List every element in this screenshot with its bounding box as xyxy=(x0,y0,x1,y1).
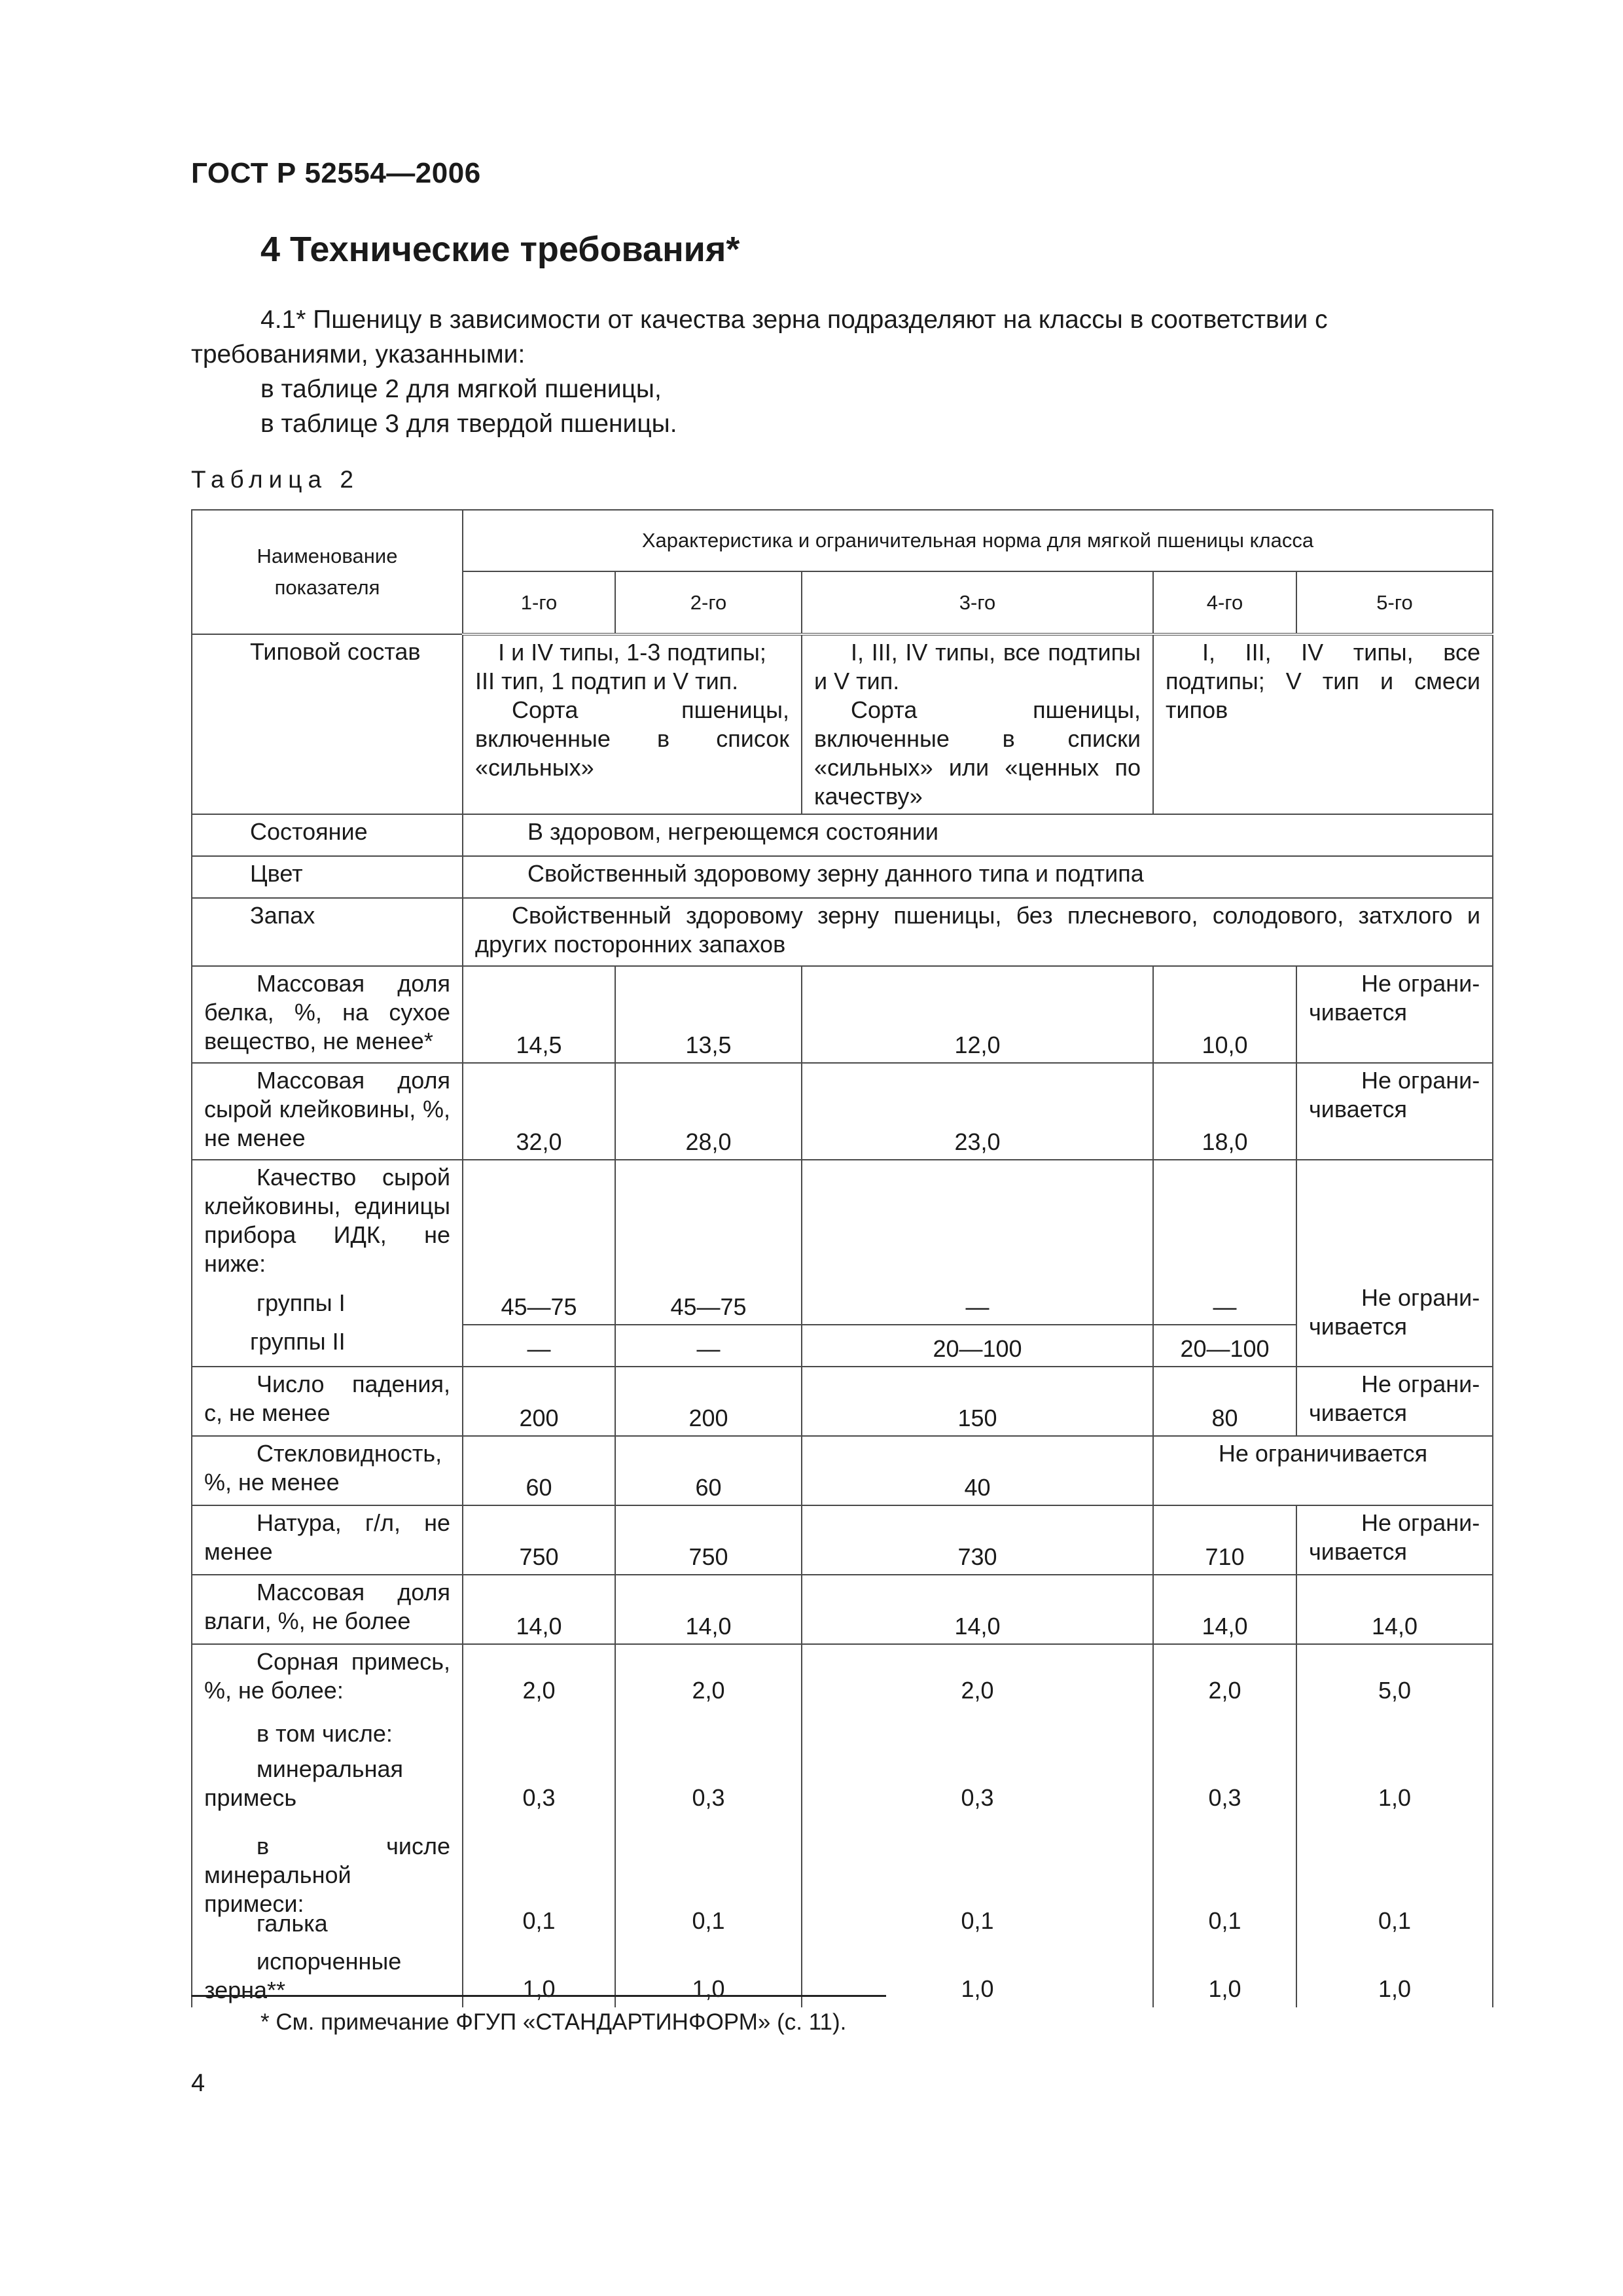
header-class-4: 4-го xyxy=(1153,571,1296,634)
value-cell: 14,5 xyxy=(463,966,615,1063)
value-cell: 18,0 xyxy=(1153,1063,1296,1160)
wheat-classes-table xyxy=(191,509,1493,2007)
value-cell: 23,0 xyxy=(802,1063,1153,1160)
value-cell: 80 xyxy=(1153,1367,1296,1436)
row-name: Запах xyxy=(192,898,463,966)
value-cell: 14,0 xyxy=(463,1575,615,1644)
not-limited-cell: Не ограни- чивается xyxy=(1296,1505,1493,1575)
value-cell: 20—100 xyxy=(802,1325,1153,1367)
table-row xyxy=(192,1575,1493,1644)
value-cell: 13,5 xyxy=(615,966,802,1063)
table-row xyxy=(192,966,1493,1063)
value-cell: 40 xyxy=(802,1436,1153,1505)
section-title: 4 Технические требования* xyxy=(260,230,740,269)
row-name: Число падения, с, не менее xyxy=(192,1367,463,1436)
value-column xyxy=(615,1644,802,2007)
row-name: группы II xyxy=(192,1325,463,1367)
value-cell: 200 xyxy=(463,1367,615,1436)
table-row xyxy=(192,634,1493,814)
value-column xyxy=(463,1644,615,2007)
value-cell: — xyxy=(615,1325,802,1367)
value-cell: 0,3 xyxy=(961,1784,994,1811)
row-name: Массовая доля влаги, %, не более xyxy=(192,1575,463,1644)
value-cell: 0,1 xyxy=(692,1907,725,1934)
footnote-divider xyxy=(191,1995,886,1997)
header-class-1: 1-го xyxy=(463,571,615,634)
value-cell: 150 xyxy=(802,1367,1153,1436)
row-name: Массовая доля сырой клейковины, %, не менее xyxy=(192,1063,463,1160)
header-class-5: 5-го xyxy=(1296,571,1493,634)
value-cell: 1,0 xyxy=(692,1975,725,2002)
row-name: Качество сырой клейковины, единицы прибора ИДК, не ниже: группы I xyxy=(192,1160,463,1325)
value-cell: 14,0 xyxy=(1153,1575,1296,1644)
table-header-row xyxy=(192,510,1493,571)
row-name: Цвет xyxy=(192,856,463,898)
value-cell: 2,0 xyxy=(1208,1677,1241,1704)
requirements-paragraph xyxy=(191,302,1492,441)
cell-type-classes-4-5: I, III, IV типы, все подтипы; V тип и смеси типов xyxy=(1153,634,1493,814)
value-cell: 60 xyxy=(615,1436,802,1505)
value-cell: 200 xyxy=(615,1367,802,1436)
value-cell: 12,0 xyxy=(802,966,1153,1063)
value-cell: 32,0 xyxy=(463,1063,615,1160)
value-cell: 1,0 xyxy=(1378,1784,1412,1811)
not-limited-cell: Не ограни- чивается xyxy=(1296,1160,1493,1367)
header-indicator-name: Наименование показателя xyxy=(192,510,463,634)
value-cell: 45—75 xyxy=(463,1160,615,1325)
value-cell: 1,0 xyxy=(1378,1975,1412,2002)
paragraph-line-3: в таблице 3 для твердой пшеницы. xyxy=(260,410,677,438)
value-cell: 60 xyxy=(463,1436,615,1505)
value-column xyxy=(802,1644,1153,2007)
value-cell: 2,0 xyxy=(522,1677,556,1704)
value-cell: 0,3 xyxy=(522,1784,556,1811)
row-name: Стекловидность, %, не менее xyxy=(192,1436,463,1505)
table-row xyxy=(192,1160,1493,1325)
value-cell: 750 xyxy=(463,1505,615,1575)
value-cell: 20—100 xyxy=(1153,1325,1296,1367)
value-cell: 14,0 xyxy=(802,1575,1153,1644)
row-name: Состояние xyxy=(192,814,463,856)
value-cell: 0,1 xyxy=(1208,1907,1241,1934)
table-row xyxy=(192,1063,1493,1160)
value-cell: — xyxy=(1153,1160,1296,1325)
cell-condition: В здоровом, негреющемся состоянии xyxy=(463,814,1493,856)
cell-color: Свойственный здоровому зерну данного типа и подтипа xyxy=(463,856,1493,898)
paragraph-line-2: в таблице 2 для мягкой пшеницы, xyxy=(260,375,662,403)
not-limited-cell: Не ограни- чивается xyxy=(1296,966,1493,1063)
table-row xyxy=(192,856,1493,898)
document-code: ГОСТ Р 52554—2006 xyxy=(191,157,481,189)
value-cell: 0,1 xyxy=(961,1907,994,1934)
value-cell: 0,3 xyxy=(692,1784,725,1811)
row-name: Натура, г/л, не менее xyxy=(192,1505,463,1575)
header-class-2: 2-го xyxy=(615,571,802,634)
value-cell: 710 xyxy=(1153,1505,1296,1575)
value-cell: 5,0 xyxy=(1378,1677,1412,1704)
table-row-weed-impurity xyxy=(192,1644,1493,2007)
value-cell: 14,0 xyxy=(1296,1575,1493,1644)
table-row xyxy=(192,1436,1493,1505)
row-name: Массовая доля белка, %, на сухое вещество, не менее* xyxy=(192,966,463,1063)
value-cell: 0,3 xyxy=(1208,1784,1241,1811)
value-cell: 2,0 xyxy=(692,1677,725,1704)
table-row xyxy=(192,1367,1493,1436)
header-class-3: 3-го xyxy=(802,571,1153,634)
table-row xyxy=(192,814,1493,856)
value-cell: 750 xyxy=(615,1505,802,1575)
table-label: Таблица 2 xyxy=(191,466,359,493)
page-number: 4 xyxy=(191,2070,205,2097)
not-limited-cell: Не ограни- чивается xyxy=(1296,1367,1493,1436)
paragraph-line-1: 4.1* Пшеницу в зависимости от качества зерна подразделяют на классы в соответствии с требованиями, указанными: xyxy=(191,306,1328,368)
value-cell: 0,1 xyxy=(522,1907,556,1934)
value-cell: 1,0 xyxy=(522,1975,556,2002)
cell-type-classes-1-2: I и IV типы, 1-3 подтипы; III тип, 1 подтип и V тип. Сорта пшеницы, включенные в список «сильных» xyxy=(463,634,802,814)
value-cell: 28,0 xyxy=(615,1063,802,1160)
table-row xyxy=(192,898,1493,966)
value-column xyxy=(1153,1644,1296,2007)
value-cell: 10,0 xyxy=(1153,966,1296,1063)
row-name: Типовой состав xyxy=(192,634,463,814)
value-cell: 0,1 xyxy=(1378,1907,1412,1934)
cell-type-class-3: I, III, IV типы, все подтипы и V тип. Сорта пшеницы, включенные в списки «сильных» или «ценных по качеству» xyxy=(802,634,1153,814)
footnote: * См. примечание ФГУП «СТАНДАРТИНФОРМ» (с. 11). xyxy=(260,2009,847,2035)
value-cell: — xyxy=(463,1325,615,1367)
row-name: Сорная примесь, %, не более: в том числе: минеральная примесь в числе минеральной примеси: галька испорченные зерна** xyxy=(192,1644,463,2007)
value-cell: 1,0 xyxy=(961,1975,994,2002)
table-row xyxy=(192,1505,1493,1575)
not-limited-cell: Не ограни- чивается xyxy=(1296,1063,1493,1160)
value-cell: 45—75 xyxy=(615,1160,802,1325)
value-cell: 2,0 xyxy=(961,1677,994,1704)
not-limited-cell: Не ограничивается xyxy=(1153,1436,1493,1505)
cell-smell: Свойственный здоровому зерну пшеницы, без плесневого, солодового, затхлого и других посторонних запахов xyxy=(463,898,1493,966)
value-cell: 1,0 xyxy=(1208,1975,1241,2002)
value-cell: — xyxy=(802,1160,1153,1325)
value-column xyxy=(1296,1644,1493,2007)
value-cell: 14,0 xyxy=(615,1575,802,1644)
value-cell: 730 xyxy=(802,1505,1153,1575)
header-group: Характеристика и ограничительная норма для мягкой пшеницы класса xyxy=(463,510,1493,571)
